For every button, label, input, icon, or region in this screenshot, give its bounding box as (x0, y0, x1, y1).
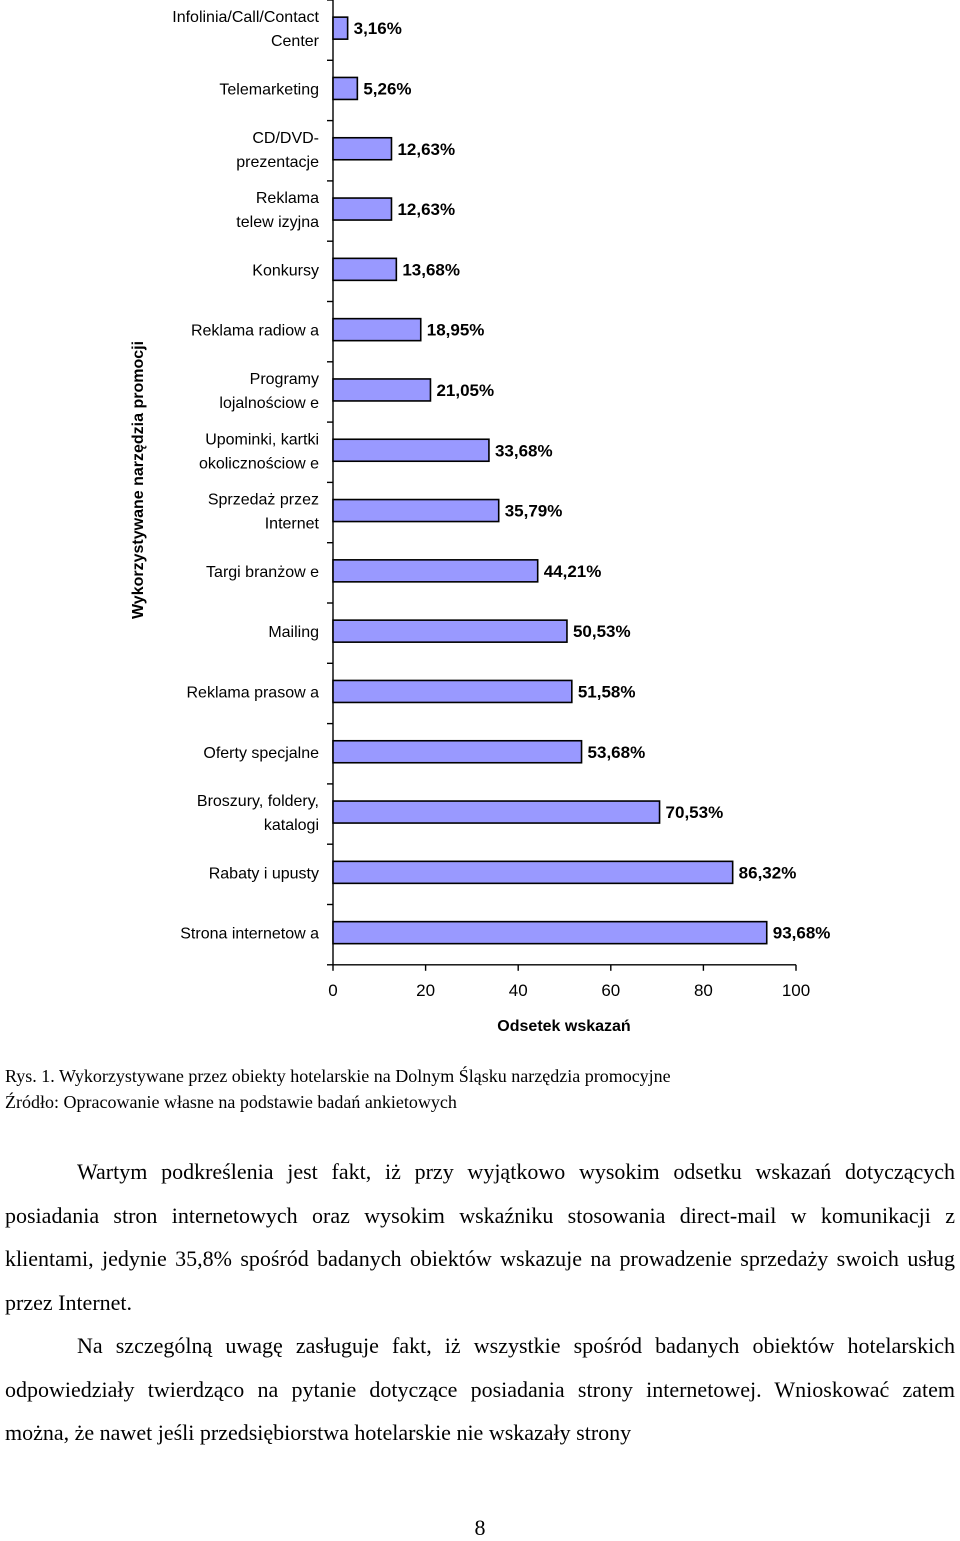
category-label: Upominki, kartki okolicznościow e (198, 431, 319, 473)
category-label: Oferty specjalne (203, 744, 319, 762)
bar (333, 439, 489, 461)
value-label: 53,68% (587, 742, 646, 762)
category-labels (172, 9, 319, 943)
bar (333, 680, 572, 702)
category-label: CD/DVD-prezentacje (236, 129, 319, 171)
value-label: 12,63% (397, 200, 456, 220)
value-label: 51,58% (577, 682, 636, 702)
bar (333, 801, 660, 823)
category-label: Reklama prasow a (186, 684, 319, 702)
figure-source: Źródło: Opracowanie własne na podstawie badań ankietowych (5, 1092, 457, 1112)
category-label: Broszury, foldery, katalogi (196, 793, 319, 835)
bar (333, 319, 421, 341)
category-label: Reklama radiow a (190, 322, 319, 340)
page-number: 8 (474, 1515, 486, 1540)
bar (333, 500, 499, 522)
x-tick-labels (328, 981, 810, 1000)
x-tick-label: 40 (508, 980, 528, 1000)
body-paragraph-1: Wartym podkreślenia jest fakt, iż przy wyjątkowo wysokim odsetku wskazań dotyczących posiadania stron internetowych oraz wysokim wskaźniku stosowania direct-mail w komunikacji z klientami, jedynie 35,8% spośród badanych obiektów wskazuje na prowadzenie sprzedaży swoich usług przez Internet. (5, 1159, 955, 1315)
bar (333, 198, 391, 220)
category-label: Infolinia/Call/Contact Center (172, 9, 319, 51)
category-label: Mailing (268, 624, 319, 642)
bar (333, 138, 391, 160)
category-label: Reklama telew izyjna (236, 190, 319, 232)
category-label: Telemarketing (219, 81, 319, 99)
category-label: Rabaty i upusty (208, 865, 319, 883)
bar (333, 17, 348, 39)
bar (333, 620, 567, 642)
value-label: 5,26% (363, 79, 412, 99)
value-label: 35,79% (504, 501, 563, 521)
category-label: Targi branżow e (206, 563, 319, 581)
value-label: 50,53% (572, 622, 631, 642)
value-label: 21,05% (436, 380, 495, 400)
x-axis-title: Odsetek wskazań (497, 1018, 631, 1035)
value-label: 70,53% (665, 803, 724, 823)
category-label: Sprzedaż przez Internet (207, 491, 319, 533)
bar (333, 922, 767, 944)
category-label: Konkursy (252, 262, 319, 280)
category-label: Programy lojalnościow e (219, 370, 319, 412)
x-tick-label: 100 (781, 980, 811, 1000)
bar (333, 861, 733, 883)
x-tick-label: 60 (601, 980, 621, 1000)
x-tick-label: 20 (416, 980, 436, 1000)
y-axis-title: Wykorzystywane narzędzia promocji (130, 340, 147, 620)
value-label: 93,68% (772, 923, 831, 943)
value-label: 33,68% (494, 441, 553, 461)
x-tick-label: 0 (328, 980, 338, 1000)
value-label: 12,63% (397, 139, 456, 159)
value-label: 86,32% (738, 863, 797, 883)
figure-caption: Rys. 1. Wykorzystywane przez obiekty hotelarskie na Dolnym Śląsku narzędzia promocyjne (5, 1066, 671, 1086)
value-label: 3,16% (353, 19, 402, 39)
value-label: 18,95% (426, 320, 485, 340)
body-paragraph-2: Na szczególną uwagę zasługuje fakt, iż wszystkie spośród badanych obiektów hotelarskich odpowiedziały twierdząco na pytanie dotyczące posiadania strony internetowej. Wnioskować zatem można, że nawet jeśli przedsiębiorstwa hotelarskie nie wskazały strony (5, 1333, 955, 1445)
bar (333, 741, 582, 763)
bar (333, 560, 538, 582)
bar (333, 258, 396, 280)
bar (333, 379, 430, 401)
category-label: Strona internetow a (180, 925, 319, 943)
value-label: 44,21% (543, 561, 602, 581)
bar (333, 77, 357, 99)
x-tick-label: 80 (693, 980, 713, 1000)
value-label: 13,68% (402, 260, 461, 280)
